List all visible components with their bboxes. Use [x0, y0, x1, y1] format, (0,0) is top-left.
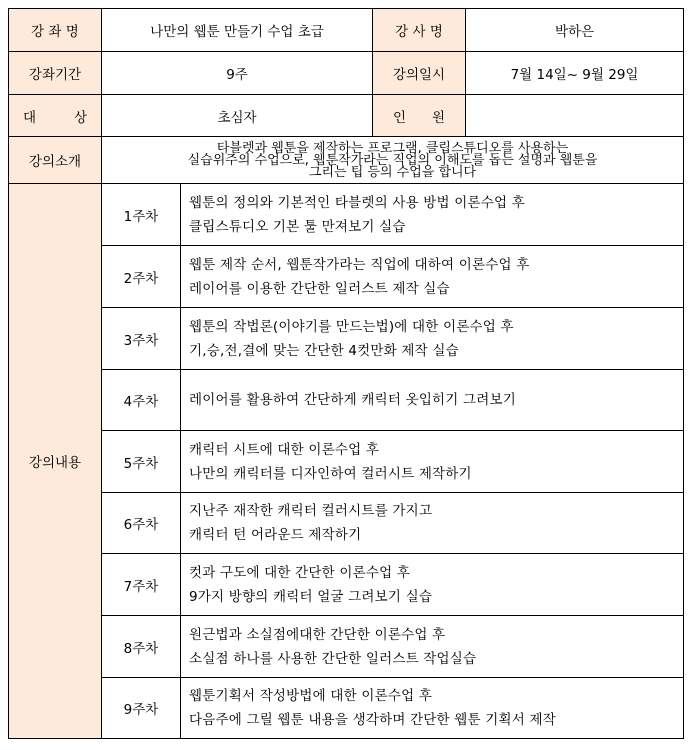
week-row — [9, 493, 684, 554]
week-row — [9, 246, 684, 308]
week-description — [181, 246, 684, 308]
week-description-line: 레이어를 이용한 간단한 일러스트 제작 실습 — [189, 280, 450, 297]
week-description-line: 웹툰의 정의와 기본적인 타블렛의 사용 방법 이론수업 후 — [189, 194, 525, 211]
content-label: 강의내용 — [9, 184, 102, 739]
capacity-label-part-2: 원 — [432, 109, 446, 126]
period-label: 강좌기간 — [9, 52, 102, 95]
week-label: 7주차 — [102, 554, 181, 616]
week-description-line: 기,승,전,결에 맞는 간단한 4컷만화 제작 실습 — [189, 342, 459, 359]
week-row — [9, 308, 684, 370]
week-label: 1주차 — [102, 184, 181, 246]
week-description — [181, 184, 684, 246]
week-row — [9, 184, 684, 246]
week-description-line: 캐릭터 턴 어라운드 제작하기 — [189, 527, 362, 543]
row-course-name — [9, 9, 684, 52]
week-description — [181, 678, 684, 739]
week-label: 5주차 — [102, 431, 181, 493]
capacity-value — [466, 95, 684, 137]
week-description-line: 지난주 재작한 캐릭터 컬러시트를 가지고 — [189, 503, 433, 519]
week-label: 3주차 — [102, 308, 181, 370]
week-description-line: 원근법과 소실점에대한 간단한 이론수업 후 — [189, 626, 446, 643]
target-label-part-2: 상 — [74, 109, 88, 126]
week-description-line: 다음주에 그릴 웹툰 내용을 생각하며 간단한 웹툰 기획서 제작 — [189, 712, 556, 728]
target-label-part-1: 대 — [22, 109, 36, 126]
schedule-label: 강의일시 — [373, 52, 466, 95]
week-description-line: 소실점 하나를 사용한 간단한 일러스트 작업실습 — [189, 650, 477, 667]
week-label: 6주차 — [102, 493, 181, 554]
week-row — [9, 678, 684, 739]
target-label — [9, 95, 102, 137]
intro-line: 그리는 팁 등의 수업을 합니다 — [308, 164, 477, 180]
week-description-line: 클립스튜디오 기본 툴 만져보기 실습 — [189, 218, 406, 235]
week-description — [181, 370, 684, 431]
course-name-label: 강 좌 명 — [9, 9, 102, 52]
week-description-line: 캐릭터 시트에 대한 이론수업 후 — [189, 441, 380, 458]
course-name-value: 나만의 웹툰 만들기 수업 초급 — [102, 9, 373, 52]
week-description — [181, 431, 684, 493]
week-row — [9, 370, 684, 431]
capacity-label-part-1: 인 — [392, 109, 407, 126]
schedule-value: 7월 14일~ 9월 29일 — [466, 52, 684, 95]
instructor-value: 박하은 — [466, 9, 684, 52]
intro-text — [102, 137, 684, 184]
row-intro — [9, 137, 684, 184]
week-description-line: 컷과 구도에 대한 간단한 이론수업 후 — [189, 564, 411, 581]
intro-line: 실습위주의 수업으로, 웹툰작가라는 직업의 이해도를 돕는 설명과 웹툰을 — [187, 152, 598, 168]
week-label: 2주차 — [102, 246, 181, 308]
week-description — [181, 308, 684, 370]
week-label: 8주차 — [102, 616, 181, 678]
row-target — [9, 95, 684, 137]
week-description — [181, 554, 684, 616]
week-description-line: 9가지 방향의 캐릭터 얼굴 그려보기 실습 — [189, 588, 433, 605]
week-row — [9, 554, 684, 616]
week-label: 4주차 — [102, 370, 181, 431]
week-row — [9, 616, 684, 678]
week-description-line: 웹툰의 작법론(이야기를 만드는법)에 대한 이론수업 후 — [189, 318, 514, 335]
week-description — [181, 493, 684, 554]
week-description-line: 웹툰 제작 순서, 웹툰작가라는 직업에 대하여 이론수업 후 — [189, 256, 530, 273]
week-description-line: 웹툰기획서 작성방법에 대한 이론수업 후 — [189, 688, 433, 704]
course-info-table — [8, 8, 684, 739]
week-row — [9, 431, 684, 493]
week-description — [181, 616, 684, 678]
target-value: 초심자 — [102, 95, 373, 137]
instructor-label: 강 사 명 — [373, 9, 466, 52]
intro-label: 강의소개 — [9, 137, 102, 184]
week-description-line: 나만의 캐릭터를 디자인하여 컬러시트 제작하기 — [189, 465, 472, 482]
row-period — [9, 52, 684, 95]
capacity-label — [373, 95, 466, 137]
week-label: 9주차 — [102, 678, 181, 739]
period-value: 9주 — [102, 52, 373, 95]
intro-line: 타블렛과 웹툰을 제작하는 프로그램, 클립스튜디오를 사용하는 — [216, 140, 569, 156]
week-description-line: 레이어를 활용하여 간단하게 캐릭터 옷입히기 그려보기 — [189, 392, 516, 408]
